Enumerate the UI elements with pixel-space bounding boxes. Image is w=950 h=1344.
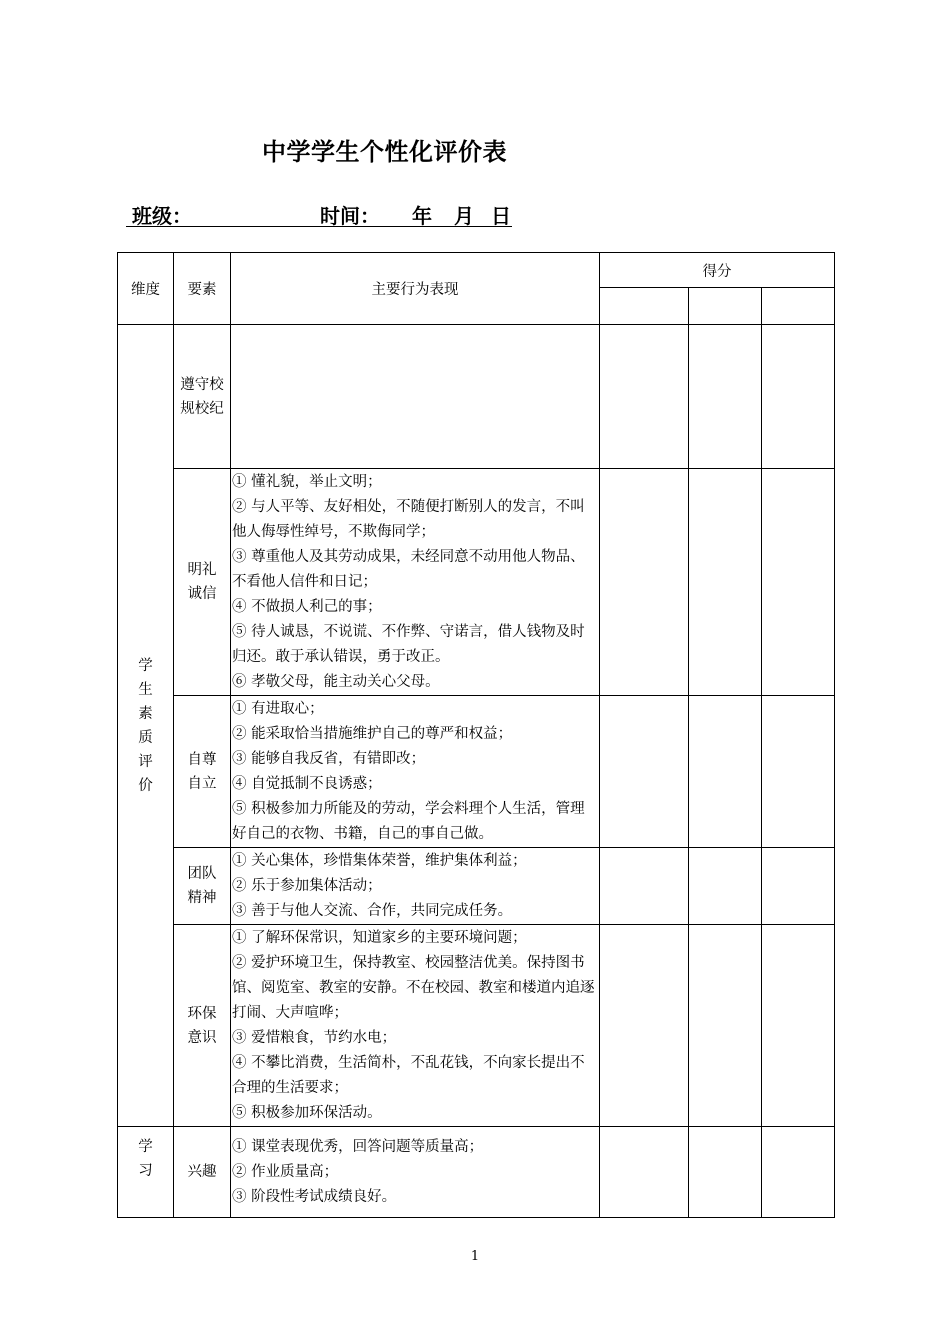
score-cell[interactable]	[762, 325, 835, 469]
score-cell[interactable]	[762, 848, 835, 925]
score-cell[interactable]	[600, 848, 689, 925]
behavior-item: ③ 阶段性考试成绩良好。	[232, 1189, 397, 1205]
day-label: 日	[491, 204, 511, 228]
score-cell[interactable]	[689, 469, 762, 696]
behavior-item: ② 作业质量高；	[232, 1164, 339, 1180]
behavior-item: ③ 尊重他人及其劳动成果，未经同意不动用他人物品、不看他人信件和日记；	[232, 549, 585, 590]
score-subcell-1[interactable]	[600, 288, 689, 325]
behavior-item: ⑤ 待人诚恳，不说谎、不作弊、守诺言，借人钱物及时归还。敢于承认错误，勇于改正。	[232, 624, 585, 665]
score-cell[interactable]	[600, 1127, 689, 1218]
behavior-item: ① 懂礼貌，举止文明；	[232, 474, 382, 490]
score-subcell-2[interactable]	[689, 288, 762, 325]
page-number: 1	[470, 1249, 480, 1264]
behavior-item: ④ 自觉抵制不良诱惑；	[232, 776, 382, 792]
element-cell: 兴趣	[174, 1127, 231, 1218]
behavior-item: ④ 不攀比消费，生活简朴，不乱花钱，不向家长提出不合理的生活要求；	[232, 1055, 585, 1096]
class-label: 班级：	[132, 204, 192, 228]
behavior-item: ③ 能够自我反省，有错即改；	[232, 751, 426, 767]
score-cell[interactable]	[600, 469, 689, 696]
score-cell[interactable]	[689, 848, 762, 925]
behavior-cell	[231, 696, 600, 848]
page-title: 中学学生个性化评价表	[262, 137, 507, 166]
behavior-item: ① 关心集体，珍惜集体荣誉，维护集体利益；	[232, 853, 527, 869]
score-cell[interactable]	[689, 696, 762, 848]
behavior-item: ③ 爱惜粮食，节约水电；	[232, 1030, 397, 1046]
header-element: 要素	[174, 253, 231, 325]
header-score: 得分	[600, 253, 835, 288]
behavior-item: ① 有进取心；	[232, 701, 324, 717]
behavior-item: ⑤ 积极参加力所能及的劳动，学会料理个人生活，管理好自己的衣物、书籍，自己的事自己做。	[232, 801, 585, 842]
score-cell[interactable]	[689, 1127, 762, 1218]
behavior-item: ① 课堂表现优秀，回答问题等质量高；	[232, 1139, 484, 1155]
behavior-item: ② 乐于参加集体活动；	[232, 878, 382, 894]
behavior-item: ① 了解环保常识，知道家乡的主要环境问题；	[232, 930, 527, 946]
dimension-study	[118, 1127, 174, 1218]
behavior-cell	[231, 325, 600, 469]
year-label: 年	[412, 204, 432, 228]
score-cell[interactable]	[762, 1127, 835, 1218]
behavior-cell	[231, 469, 600, 696]
header-behavior: 主要行为表现	[231, 253, 600, 325]
dimension-student-quality	[118, 325, 174, 1127]
behavior-item: ② 能采取恰当措施维护自己的尊严和权益；	[232, 726, 513, 742]
element-cell: 明礼 诚信	[174, 469, 231, 696]
element-cell: 自尊 自立	[174, 696, 231, 848]
behavior-item: ② 爱护环境卫生，保持教室、校园整洁优美。保持图书馆、阅览室、教室的安静。不在校园、教室和楼道内追逐打闹、大声喧哗；	[232, 955, 595, 1021]
score-cell[interactable]	[600, 325, 689, 469]
behavior-cell	[231, 925, 600, 1127]
score-cell[interactable]	[762, 696, 835, 848]
score-subcell-3[interactable]	[762, 288, 835, 325]
month-label: 月	[454, 204, 474, 228]
element-cell: 遵守校 规校纪	[174, 325, 231, 469]
score-cell[interactable]	[689, 925, 762, 1127]
evaluation-table	[117, 252, 835, 1218]
behavior-cell	[231, 848, 600, 925]
behavior-item: ⑤ 积极参加环保活动。	[232, 1105, 382, 1121]
behavior-item: ② 与人平等、友好相处，不随便打断别人的发言，不叫他人侮辱性绰号，不欺侮同学；	[232, 499, 585, 540]
element-cell: 环保 意识	[174, 925, 231, 1127]
behavior-item: ⑥ 孝敬父母，能主动关心父母。	[232, 674, 440, 690]
score-cell[interactable]	[600, 696, 689, 848]
header-dimension: 维度	[118, 253, 174, 325]
behavior-cell	[231, 1127, 600, 1218]
score-cell[interactable]	[600, 925, 689, 1127]
time-label: 时间：	[320, 204, 380, 228]
score-cell[interactable]	[762, 925, 835, 1127]
element-cell: 团队 精神	[174, 848, 231, 925]
score-cell[interactable]	[762, 469, 835, 696]
behavior-item: ④ 不做损人利己的事；	[232, 599, 382, 615]
dimension-label: 学 生 素 质 评 价	[138, 657, 153, 794]
dimension-label: 学 习	[138, 1139, 153, 1179]
class-time-line	[126, 198, 512, 227]
score-cell[interactable]	[689, 325, 762, 469]
behavior-item: ③ 善于与他人交流、合作，共同完成任务。	[232, 903, 513, 919]
